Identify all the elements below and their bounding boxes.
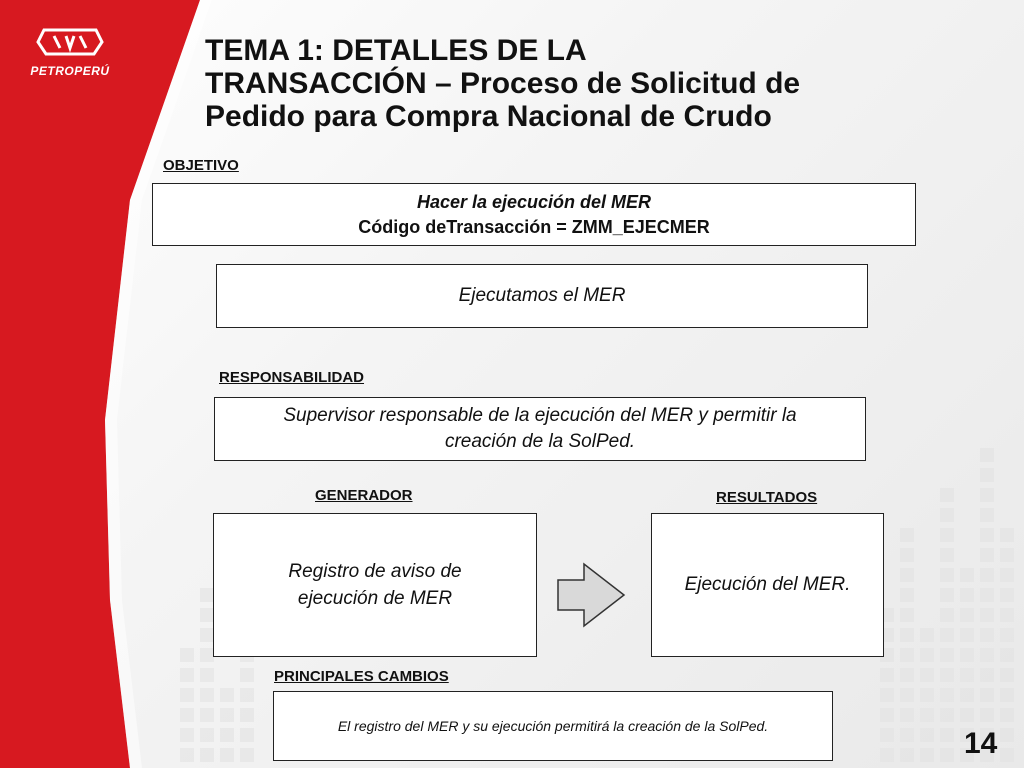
petroperu-logo [14,22,126,78]
objetivo-label: OBJETIVO [163,157,239,174]
resultados-label: RESULTADOS [716,489,818,506]
generador-box [213,513,537,657]
page-number: 14 [964,727,998,760]
generador-line-2: ejecución de MER [297,588,453,609]
principales-cambios-label: PRINCIPALES CAMBIOS [274,668,449,685]
right-arrow-icon [556,562,628,628]
objetivo-line-2: Código deTransacción = ZMM_EJECMER [358,216,710,237]
responsabilidad-box [214,397,866,461]
objetivo-line-1: Hacer la ejecución del MER [416,191,652,212]
title-line-2: TRANSACCIÓN – Proceso de Solicitud de [205,67,801,100]
generador-label: GENERADOR [315,487,413,504]
resultados-text: Ejecución del MER. [684,574,851,595]
title-line-3: Pedido para Compra Nacional de Crudo [205,100,772,133]
logo-brand-text: PETROPERÚ [30,64,110,78]
ejecutamos-text: Ejecutamos el MER [458,285,626,306]
objetivo-box [152,183,916,246]
title-line-1: TEMA 1: DETALLES DE LA [205,34,587,67]
ejecutamos-box [216,264,868,328]
principales-cambios-text: El registro del MER y su ejecución permitirá la creación de la SolPed. [337,718,769,734]
petroperu-logo-icon [14,22,126,62]
principales-cambios-box [273,691,833,761]
responsabilidad-label: RESPONSABILIDAD [219,369,365,386]
resultados-box [651,513,884,657]
responsabilidad-line-1: Supervisor responsable de la ejecución del MER y permitir la [283,405,797,426]
page-title [205,34,965,133]
responsabilidad-line-2: creación de la SolPed. [444,431,636,452]
generador-line-1: Registro de aviso de [288,561,462,582]
